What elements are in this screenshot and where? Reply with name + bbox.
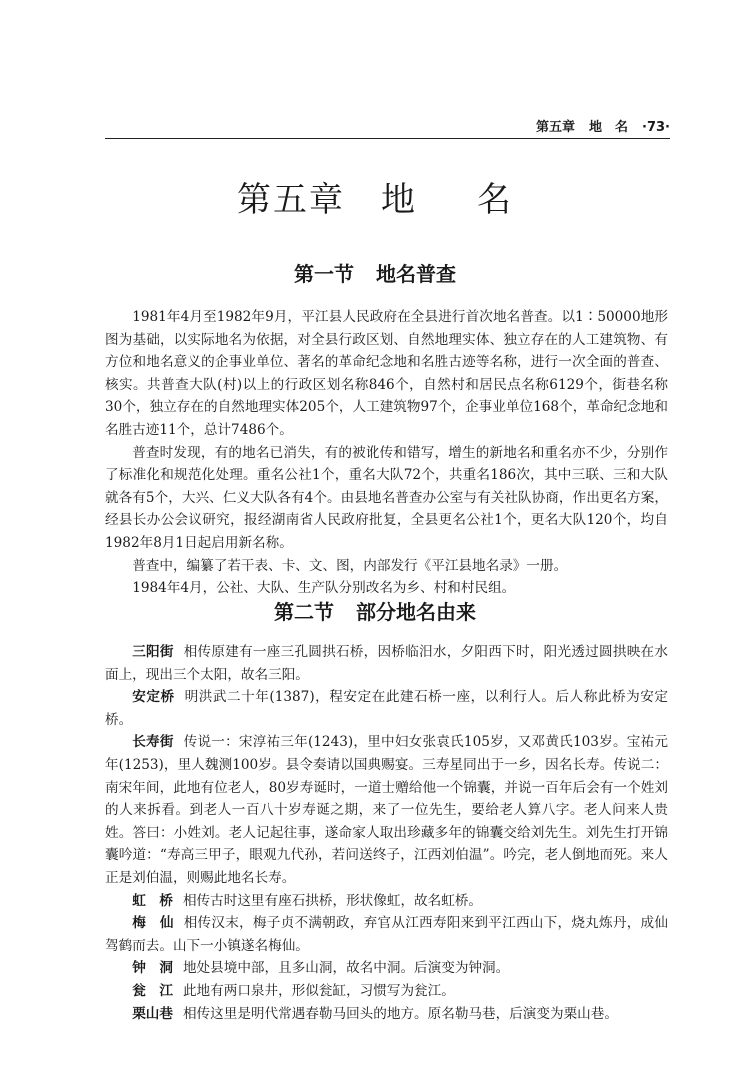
place-name: 钟 洞 [132, 960, 173, 977]
chapter-title [0, 172, 750, 221]
section-1-body [105, 306, 668, 600]
entry [105, 957, 668, 980]
entry [105, 641, 668, 686]
entry [105, 731, 668, 889]
paragraph: 普查时发现，有的地名已消失，有的被讹传和错写，增生的新地名和重名亦不少，分别作了标准化和规范化处理。重名公社1个，重名大队72个，共重名186次，其中三联、三和大队就各有5个，大兴、仁义大队各有4个。由县地名普查办公室与有关社队协商，作出更名方案，经县长办公会议研究，报经湖南省人民政府批复，全县更名公社1个，更名大队120个，均自1982年8月1日起启用新名称。 [105, 444, 668, 551]
paragraph: 1984年4月，公社、大队、生产队分别改名为乡、村和村民组。 [132, 580, 516, 597]
section-heading: 部分地名由来 [356, 600, 476, 624]
chapter-title-part2: 名 [477, 180, 513, 220]
place-name: 栗山巷 [132, 1005, 173, 1022]
paragraph: 普查中，编纂了若干表、卡、文、图，内部发行《平江县地名录》一册。 [132, 557, 568, 574]
entry [105, 686, 668, 731]
running-head-chapter: 第五章 [536, 120, 576, 135]
section-number: 第一节 [294, 262, 354, 286]
running-head-title: 地 名 [589, 120, 629, 135]
section-2-title [0, 596, 750, 625]
entry-text: 地处县境中部，且多山洞，故名中洞。后演变为钟洞。 [182, 960, 510, 977]
section-1-title [0, 258, 750, 287]
entry [105, 1003, 668, 1026]
section-number: 第二节 [274, 600, 334, 624]
entry-text: 传说一：宋淳祐三年(1243)，里中妇女张袁氏105岁，又邓黄氏103岁。宝祐元年(1253)，里人魏测100岁。县令奏请以国典赐宴。三寿星同出于一乡，因名长寿。传说二：南宋年间，此地有位老人，80岁寿诞时，一道士赠给他一个锦囊，并说一百年后会有一个姓刘的人来拆看。到老人一百八十岁寿诞之期，来了一位先生，要给老人算八字。老人问来人贵姓。答曰：小姓刘。老人记起往事，遂命家人取出珍藏多年的锦囊交给刘先生。刘先生打开锦囊吟道：“寿高三甲子，眼观九代孙，若问送终子，江西刘伯温”。吟完，老人倒地而死。来人正是刘伯温，则赐此地名长寿。 [105, 734, 669, 886]
place-name: 三阳街 [132, 644, 174, 660]
place-name: 虹 桥 [132, 892, 173, 909]
chapter-title-part1: 第五章 地 [237, 180, 417, 220]
place-name: 安定桥 [132, 689, 175, 706]
entry [105, 890, 668, 913]
entry-text: 此地有两口泉井，形似瓮缸，习惯写为瓮江。 [182, 982, 455, 999]
entry-text: 相传这里是明代常遇春勒马回头的地方。原名勒马巷，后演变为栗山巷。 [182, 1005, 618, 1022]
page-number: ·73· [642, 120, 670, 135]
entry [105, 980, 668, 1003]
entry-text: 相传汉末，梅子贞不满朝政，弃官从江西寿阳来到平江西山下，烧丸炼丹，成仙驾鹤而去。山下一小镇遂名梅仙。 [105, 915, 668, 954]
paragraph: 1981年4月至1982年9月，平江县人民政府在全县进行首次地名普查。以1∶50000地形图为基础，以实际地名为依据，对全县行政区划、自然地理实体、独立存在的人工建筑物、有方位和地名意义的企事业单位、著名的革命纪念地和名胜古迹等名称，进行一次全面的普查、核实。共普查大队(村)以上的行政区划名称846个，自然村和居民点名称6129个，街巷名称30个，独立存在的自然地理实体205个，人工建筑物97个，企事业单位168个，革命纪念地和名胜古迹11个，总计7486个。 [105, 309, 668, 438]
entry-text: 相传原建有一座三孔圆拱石桥，因桥临汨水，夕阳西下时，阳光透过圆拱映在水面上，现出三个太阳，故名三阳。 [105, 644, 668, 683]
running-head [105, 116, 670, 139]
place-name: 梅 仙 [132, 915, 174, 932]
section-heading: 地名普查 [376, 262, 456, 286]
place-name: 瓮 江 [132, 982, 173, 999]
section-2-body [105, 641, 668, 1025]
entry-text: 相传古时这里有座石拱桥，形状像虹，故名虹桥。 [182, 892, 483, 909]
entry-text: 明洪武二十年(1387)，程安定在此建石桥一座，以利行人。后人称此桥为安定桥。 [105, 689, 669, 728]
place-name: 长寿街 [132, 734, 174, 751]
entry [105, 912, 668, 957]
